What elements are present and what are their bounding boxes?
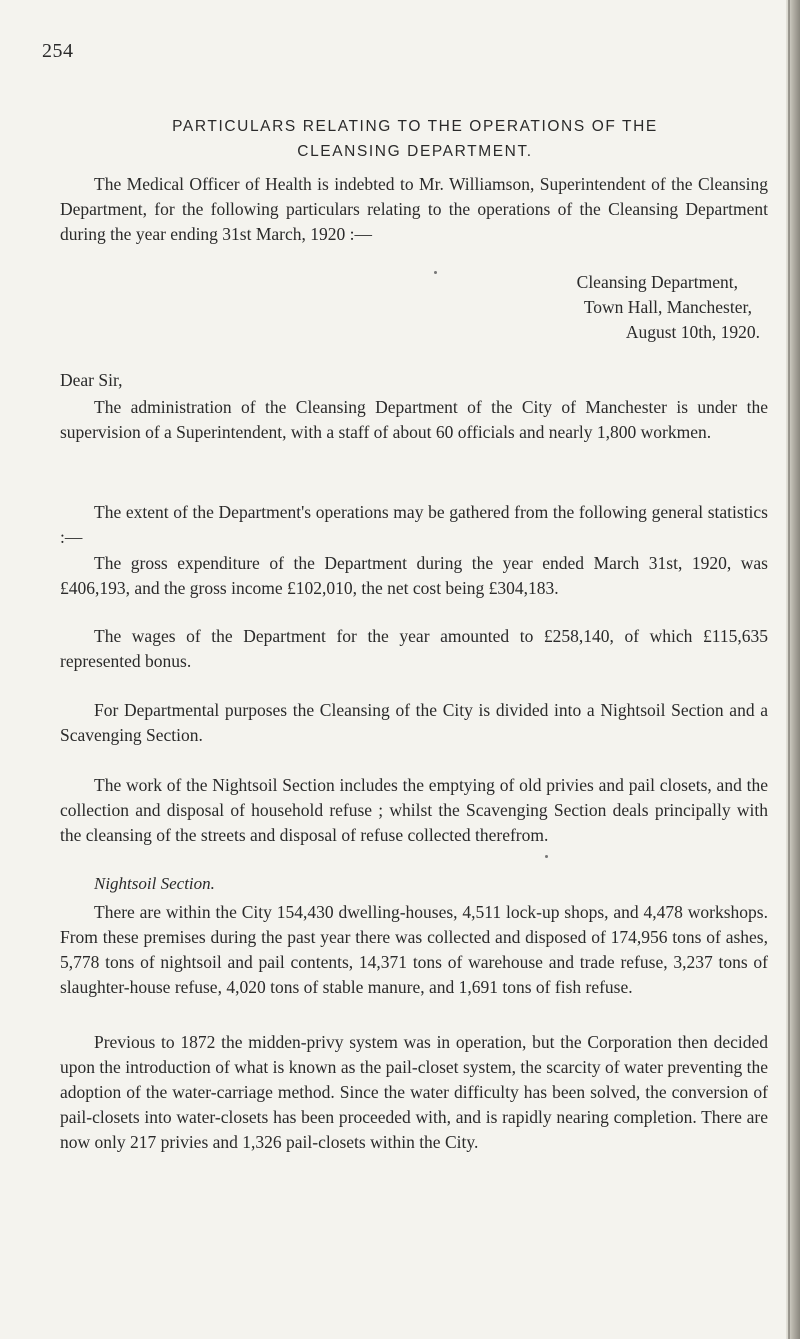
section-title-nightsoil: Nightsoil Section. bbox=[94, 874, 215, 893]
page-edge-shadow bbox=[788, 0, 790, 1339]
letter-address-line-2: Town Hall, Manchester, bbox=[583, 297, 752, 317]
paragraph-administration: The administration of the Cleansing Department of the City of Manchester is under the supervision of a Superintendent, with a staff of about 60 officials and nearly 1,800 workmen. bbox=[60, 397, 768, 442]
paragraph-wages: The wages of the Department for the year amounted to £258,140, of which £115,635 represented bonus. bbox=[60, 626, 768, 671]
paper-speck bbox=[545, 855, 548, 858]
paragraph-work: The work of the Nightsoil Section includes the emptying of old privies and pail closets, and the collection and disposal of household refuse ; whilst the Scavenging Section deals principally with the cleansing of the streets and disposal of refuse collected therefrom. bbox=[60, 775, 768, 845]
page-number: 254 bbox=[42, 40, 74, 62]
paragraph-extent: The extent of the Department's operations may be gathered from the following general statistics :— bbox=[60, 502, 768, 547]
heading-line-1: PARTICULARS RELATING TO THE OPERATIONS OF THE bbox=[172, 118, 658, 135]
paragraph-nightsoil-statistics: There are within the City 154,430 dwelling-houses, 4,511 lock-up shops, and 4,478 workshops. From these premises during the past year there was collected and disposed of 174,956 tons of ashes, 5,778 tons of nightsoil and pail contents, 14,371 tons of warehouse and trade refuse, 3,237 tons of slaughter-house refuse, 4,020 tons of stable manure, and 1,691 tons of fish refuse. bbox=[60, 902, 768, 997]
letter-address-line-1: Cleansing Department, bbox=[576, 272, 738, 292]
heading-line-2: CLEANSING DEPARTMENT. bbox=[297, 143, 533, 160]
letter-date: August 10th, 1920. bbox=[625, 322, 760, 342]
letter-salutation: Dear Sir, bbox=[60, 370, 123, 390]
paper-speck bbox=[434, 271, 437, 274]
paragraph-expenditure: The gross expenditure of the Department during the year ended March 31st, 1920, was £406,193, and the gross income £102,010, the net cost being £304,183. bbox=[60, 553, 768, 598]
paragraph-sections: For Departmental purposes the Cleansing of the City is divided into a Nightsoil Section and a Scavenging Section. bbox=[60, 700, 768, 745]
intro-paragraph: The Medical Officer of Health is indebted to Mr. Williamson, Superintendent of the Cleansing Department, for the following particulars relating to the operations of the Cleansing Department during the year ending 31st March, 1920 :— bbox=[60, 174, 768, 244]
paragraph-pail-closet-history: Previous to 1872 the midden-privy system was in operation, but the Corporation then decided upon the introduction of what is known as the pail-closet system, the scarcity of water preventing the adoption of the water-carriage method. Since the water difficulty has been solved, the conversion of pail-closets into water-closets has been proceeded with, and is rapidly nearing completion. There are now only 217 privies and 1,326 pail-closets within the City. bbox=[60, 1032, 768, 1152]
